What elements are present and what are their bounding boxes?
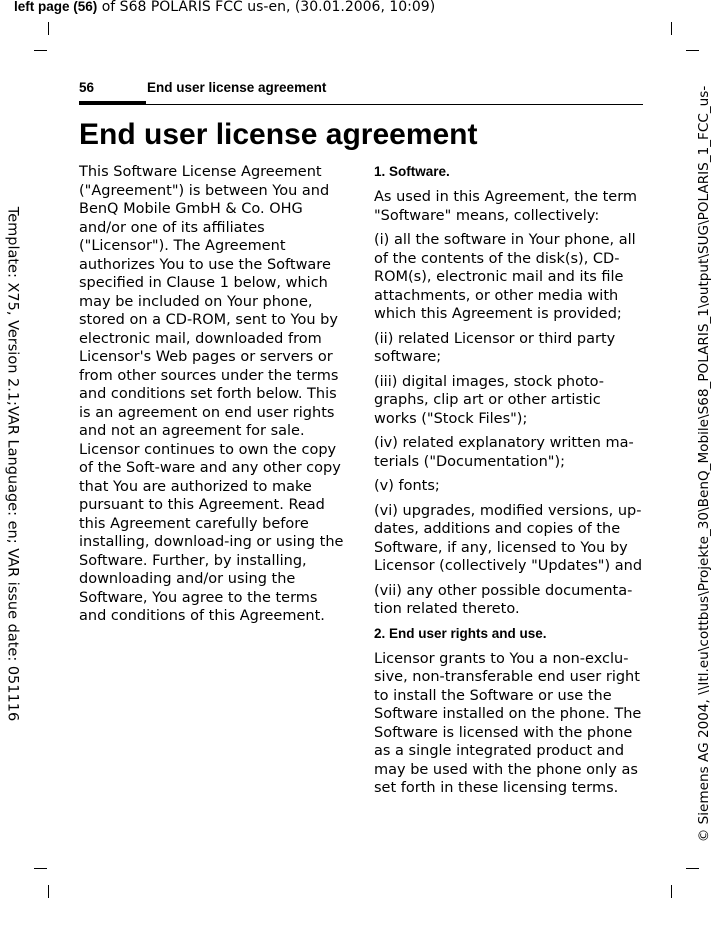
header-page-number: 56: [79, 80, 95, 95]
print-job-details: of S68 POLARIS FCC us-en, (30.01.2006, 10:09): [97, 0, 436, 15]
header-rule-accent: [79, 101, 146, 105]
right-column: [374, 163, 646, 804]
agreement-intro-paragraph: This Software License Agreement ("Agreement") is between You and BenQ Mobile GmbH & Co. OHG and/or one of its affiliates ("Licensor"). The Agreement authorizes You to use the Software specified in Clause 1 below, which may be included on Your phone, stored on a CD-ROM, sent to You by electronic mail, downloaded from Licensor's Web pages or servers or from other sources under the terms and conditions set forth below. This is an agreement on end user rights and not an agreement for sale. Licensor continues to own the copy of the Soft-ware and any other copy that You are authorized to make pursuant to this Agreement. Read this Agreement carefully before installing, download-ing or using the Software. Further, by installing, downloading and/or using the Software, You agree to the terms and conditions of this Agreement.: [79, 164, 344, 624]
section-2-heading: 2. End user rights and use.: [374, 625, 547, 641]
header-running-title: End user license agreement: [147, 80, 327, 95]
print-job-note: [14, 0, 435, 15]
crop-mark: [34, 50, 47, 51]
template-info-vertical: Template: X75, Version 2.1;VAR Language: en; VAR issue date: 051116: [4, 206, 21, 721]
crop-mark: [48, 22, 49, 35]
crop-mark: [48, 885, 49, 898]
software-item: (iii) digital images, stock photo-graphs, clip art or other artistic works ("Stock Files");: [374, 373, 605, 427]
print-job-page-label: left page (56): [14, 0, 98, 14]
software-item: (i) all the software in Your phone, all of the contents of the disk(s), CD-ROM(s), electronic mail and its file attachments, or other media with which this Agreement is provided;: [374, 232, 636, 322]
section-1-intro: As used in this Agreement, the term "Software" means, collectively:: [374, 189, 638, 224]
crop-mark: [34, 868, 47, 869]
software-item: (v) fonts;: [374, 478, 440, 494]
left-column: [79, 163, 349, 626]
software-item: (vi) upgrades, modified versions, up-dates, additions and copies of the Software, if any, licensed to You by Licensor (collectively "Updates") and: [374, 502, 643, 574]
header-rule: [79, 104, 643, 105]
crop-mark: [686, 50, 699, 51]
software-item: (iv) related explanatory written ma-terials ("Documentation");: [374, 435, 634, 470]
crop-mark: [686, 868, 699, 869]
page-title: End user license agreement: [79, 118, 478, 151]
crop-mark: [671, 885, 672, 898]
software-item: (ii) related Licensor or third party software;: [374, 330, 616, 365]
software-item: (vii) any other possible documenta-tion related thereto.: [374, 582, 633, 617]
section-2-body: Licensor grants to You a non-exclu-sive, non-transferable end user right to install the Software or use the Software installed on the phone. The Software is licensed with the phone as a single integrated product and may be used with the phone only as set forth in these licensing terms.: [374, 650, 642, 796]
section-1-heading: 1. Software.: [374, 164, 450, 179]
crop-mark: [671, 22, 672, 35]
copyright-path-vertical: © Siemens AG 2004, \\Itl.eu\cottbus\Projekte_30\BenQ_Mobile\S68_POLARIS_1\output\SUG\POLARIS_1_FCC_us-: [696, 85, 713, 842]
